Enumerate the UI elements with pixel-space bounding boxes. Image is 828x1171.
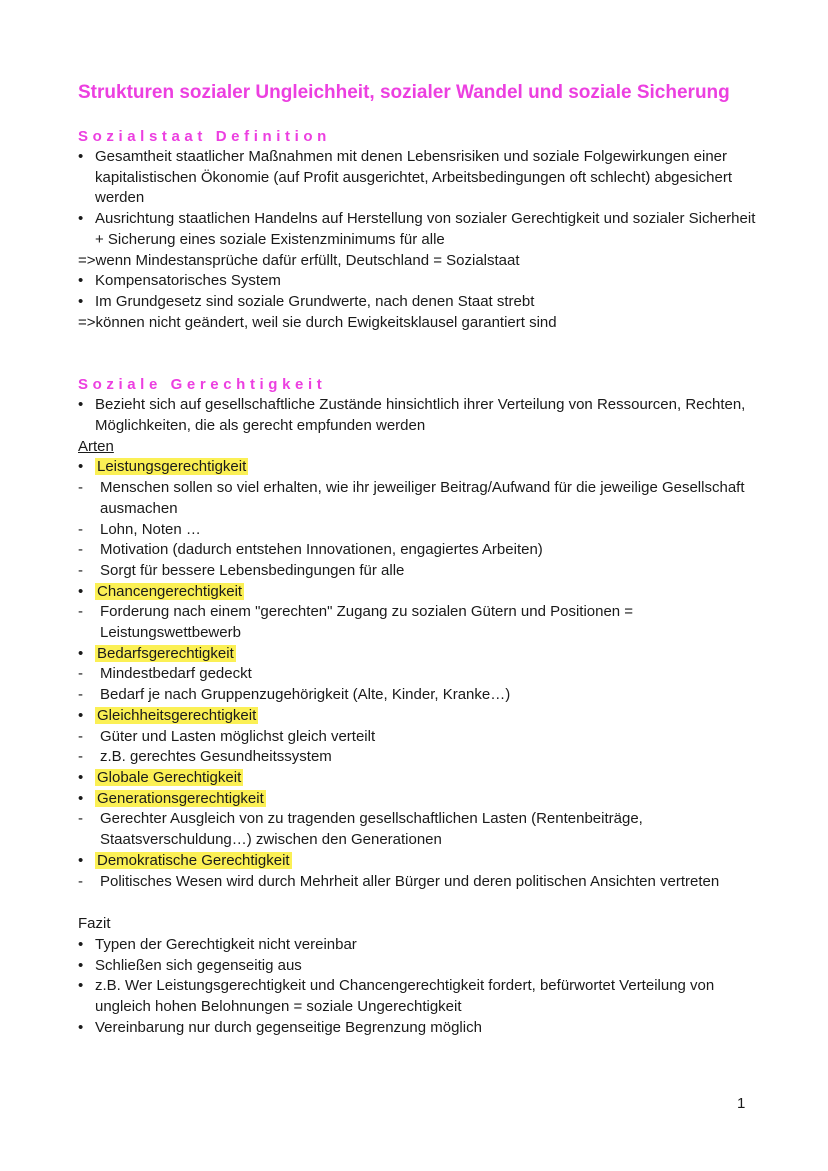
list-item [78, 706, 768, 727]
list-item [78, 809, 768, 850]
fazit-content [78, 914, 768, 1038]
type-label-bedarf: Bedarfsgerechtigkeit [97, 644, 234, 662]
fazit-bullet-2: Schließen sich gegenseitig aus [95, 956, 302, 974]
list-item [78, 644, 768, 665]
gleichheit-detail-1: Güter und Lasten möglichst gleich verteilt [100, 727, 376, 745]
list-item [78, 292, 768, 313]
list-item [78, 478, 768, 519]
list-item [78, 851, 768, 872]
dash-marker: - [78, 872, 83, 890]
document-page [78, 80, 768, 1038]
list-item [78, 747, 768, 768]
bullet-marker: • [78, 644, 84, 662]
bullet-marker: • [78, 706, 84, 724]
gerechtigkeit-intro: Bezieht sich auf gesellschaftliche Zustände hinsichtlich ihrer Verteilung von Ressourcen, Rechten, Möglichkeiten, die als gerecht empfunden werden [95, 396, 746, 435]
list-item [78, 768, 768, 789]
bullet-marker: • [78, 148, 84, 165]
list-item [78, 561, 768, 582]
sozialstaat-bullet-2: Ausrichtung staatlichen Handelns auf Herstellung von sozialer Gerechtigkeit und sozialer Sicherheit + Sicherung eines soziale Existenzminimums für alle [95, 210, 756, 248]
dash-marker: - [78, 665, 83, 683]
list-item [78, 602, 768, 643]
type-label-demokratie: Demokratische Gerechtigkeit [97, 851, 290, 869]
list-item [78, 664, 768, 685]
leistung-detail-3: Motivation (dadurch entstehen Innovationen, engagiertes Arbeiten) [100, 541, 543, 559]
gleichheit-detail-2: z.B. gerechtes Gesundheitssystem [100, 748, 332, 766]
list-item [78, 147, 768, 209]
bullet-marker: • [78, 935, 84, 953]
bullet-marker: • [78, 977, 84, 995]
fazit-label: Fazit [78, 915, 111, 933]
demokratie-detail-1: Politisches Wesen wird durch Mehrheit aller Bürger und deren politischen Ansichten vertreten [100, 872, 720, 890]
fazit-bullet-1: Typen der Gerechtigkeit nicht vereinbar [95, 935, 357, 953]
fazit-bullet-3: z.B. Wer Leistungsgerechtigkeit und Chancengerechtigkeit fordert, befürwortet Verteilung von ungleich hohen Belohnungen = soziale Ungerechtigkeit [95, 977, 715, 1016]
bullet-marker: • [78, 789, 84, 807]
list-item [78, 1018, 768, 1039]
bullet-marker: • [78, 1018, 84, 1036]
bullet-marker: • [78, 272, 84, 290]
fazit-bullet-4: Vereinbarung nur durch gegenseitige Begrenzung möglich [95, 1018, 482, 1036]
type-label-chancen: Chancengerechtigkeit [97, 582, 243, 600]
bullet-marker: • [78, 582, 84, 600]
section-heading-gerechtigkeit: Soziale Gerechtigkeit [78, 376, 327, 394]
bedarf-detail-2: Bedarf je nach Gruppenzugehörigkeit (Alte, Kinder, Kranke…) [100, 686, 511, 704]
leistung-detail-1: Menschen sollen so viel erhalten, wie ihr jeweiliger Beitrag/Aufwand für die jeweilige Gesellschaft ausmachen [100, 479, 745, 517]
list-item [78, 540, 768, 561]
chancen-detail-1: Forderung nach einem "gerechten" Zugang zu sozialen Gütern und Positionen = Leistungswettbewerb [100, 603, 634, 642]
bedarf-detail-1: Mindestbedarf gedeckt [100, 665, 252, 683]
bullet-marker: • [78, 956, 84, 974]
sozialstaat-arrow-2: =>können nicht geändert, weil sie durch Ewigkeitsklausel garantiert sind [78, 313, 557, 331]
leistung-detail-4: Sorgt für bessere Lebensbedingungen für alle [100, 561, 405, 579]
dash-marker: - [78, 686, 83, 704]
gerechtigkeit-content [78, 395, 768, 892]
bullet-marker: • [78, 458, 84, 476]
list-item [78, 520, 768, 541]
list-item [78, 271, 768, 292]
type-label-global: Globale Gerechtigkeit [97, 768, 242, 786]
sozialstaat-content [78, 147, 768, 333]
list-item [78, 935, 768, 956]
list-item [78, 582, 768, 603]
bullet-marker: • [78, 292, 84, 310]
bullet-marker: • [78, 851, 84, 869]
sozialstaat-bullet-3: Kompensatorisches System [95, 272, 281, 290]
list-item [78, 872, 768, 893]
leistung-detail-2: Lohn, Noten … [100, 520, 201, 538]
dash-marker: - [78, 748, 83, 766]
dash-marker: - [78, 561, 83, 579]
list-item [78, 727, 768, 748]
bullet-marker: • [78, 210, 84, 228]
list-item [78, 976, 768, 1017]
list-item [78, 956, 768, 977]
dash-marker: - [78, 810, 83, 828]
list-item [78, 685, 768, 706]
page-number: 1 [737, 1095, 746, 1112]
section-heading-sozialstaat: Sozialstaat Definition [78, 128, 331, 145]
type-label-leistung: Leistungsgerechtigkeit [97, 458, 247, 476]
arten-label: Arten [78, 437, 114, 455]
type-label-gleichheit: Gleichheitsgerechtigkeit [97, 706, 257, 724]
sozialstaat-bullet-1: Gesamtheit staatlicher Maßnahmen mit denen Lebensrisiken und soziale Folgewirkungen einer kapitalistischen Ökonomie (auf Profit ausgerichtet, Arbeitsbedingungen oft schlecht) abgesichert werden [95, 148, 733, 207]
document-title: Strukturen sozialer Ungleichheit, sozialer Wandel und soziale Sicherung [78, 82, 730, 103]
list-item [78, 395, 768, 436]
dash-marker: - [78, 479, 83, 497]
dash-marker: - [78, 727, 83, 745]
bullet-marker: • [78, 768, 84, 786]
list-item [78, 789, 768, 810]
list-item [78, 457, 768, 478]
type-label-generation: Generationsgerechtigkeit [97, 789, 264, 807]
sozialstaat-arrow-1: =>wenn Mindestansprüche dafür erfüllt, Deutschland = Sozialstaat [78, 251, 520, 269]
generation-detail-1: Gerechter Ausgleich von zu tragenden gesellschaftlichen Lasten (Rentenbeiträge, Staatsverschuldung…) zwischen den Generationen [100, 810, 643, 849]
sozialstaat-bullet-4: Im Grundgesetz sind soziale Grundwerte, nach denen Staat strebt [95, 292, 535, 310]
bullet-marker: • [78, 396, 84, 414]
dash-marker: - [78, 541, 83, 559]
list-item [78, 209, 768, 250]
dash-marker: - [78, 520, 83, 538]
dash-marker: - [78, 603, 83, 621]
